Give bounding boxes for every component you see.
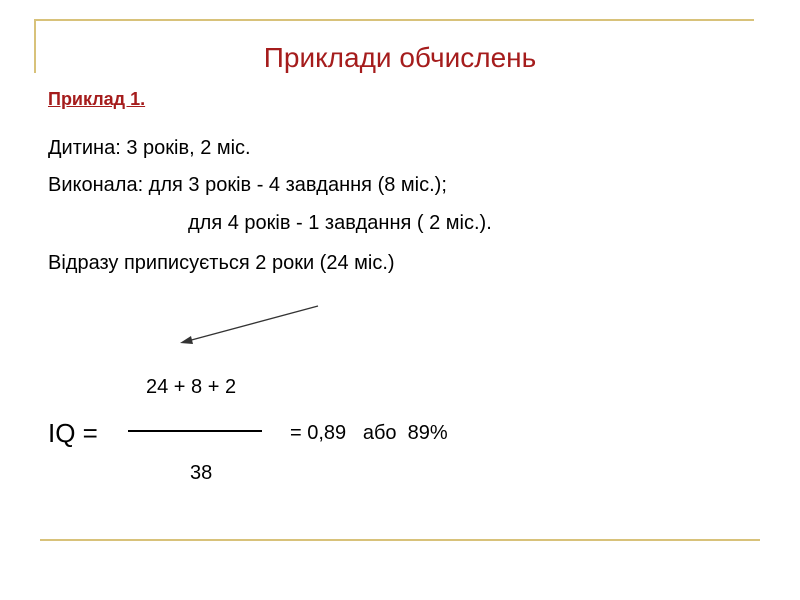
frame-top-line — [34, 19, 754, 21]
formula-result: = 0,89 або 89% — [290, 422, 448, 444]
formula-numerator: 24 + 8 + 2 — [146, 376, 237, 398]
example-heading: Приклад 1. — [48, 89, 146, 109]
fraction-bar — [128, 430, 262, 432]
frame-bottom-line — [40, 539, 760, 541]
text-line-child-age: Дитина: 3 років, 2 міс. — [48, 137, 251, 159]
formula-denominator: 38 — [190, 462, 213, 484]
text-line-completed-3y: Виконала: для 3 років - 4 завдання (8 міс.); — [48, 174, 447, 196]
slide-title: Приклади обчислень — [263, 42, 537, 73]
text-line-credited: Відразу приписується 2 роки (24 міс.) — [48, 252, 395, 274]
arrow-icon — [170, 300, 330, 350]
formula-iq-label: IQ = — [48, 418, 98, 448]
text-line-completed-4y: для 4 років - 1 завдання ( 2 міс.). — [188, 212, 492, 234]
